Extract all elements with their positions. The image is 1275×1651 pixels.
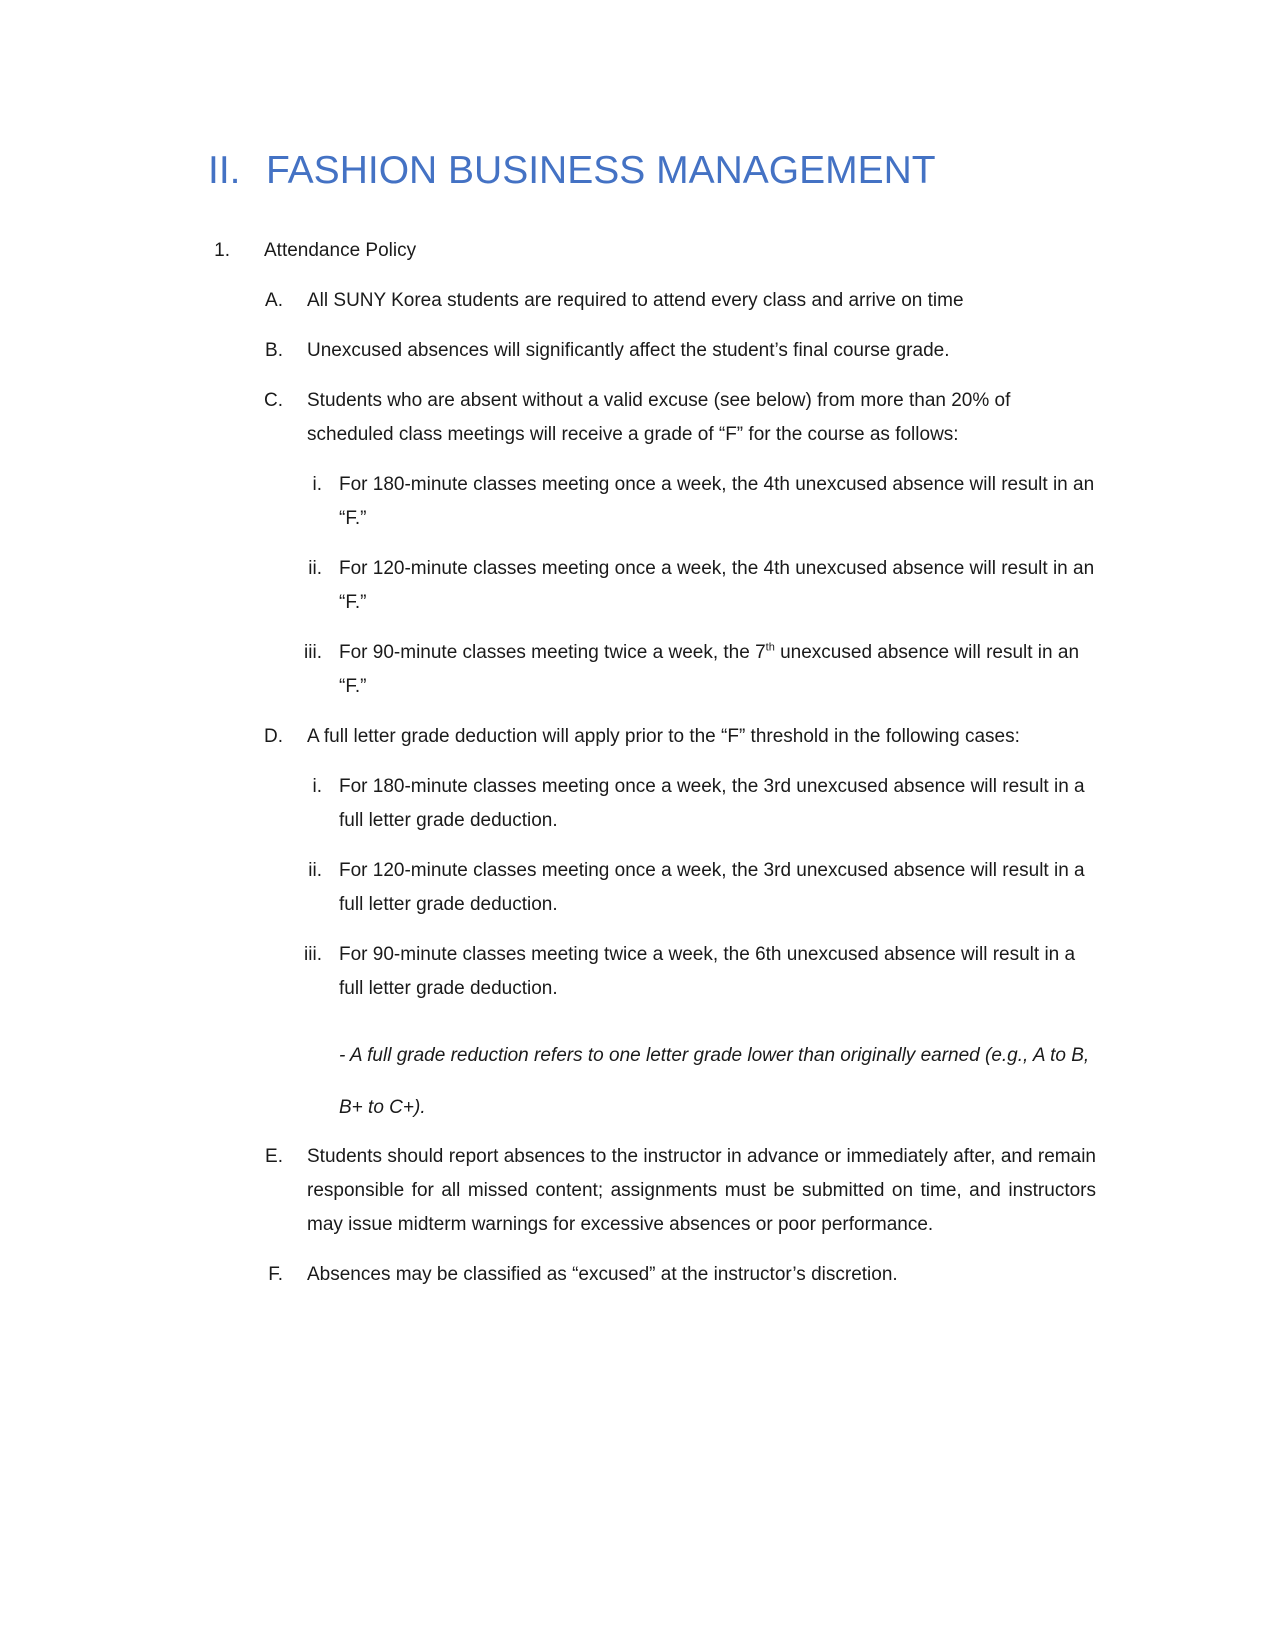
heading-title: FASHION BUSINESS MANAGEMENT	[266, 149, 936, 192]
sublist-item-text-before: For 90-minute classes meeting twice a week, the 7	[339, 642, 766, 663]
list-item-text: All SUNY Korea students are required to attend every class and arrive on time	[307, 290, 964, 311]
subsection-number: 1.	[214, 240, 230, 261]
ordinal-superscript: th	[765, 641, 775, 654]
list-item-text: Absences may be classified as “excused” at the instructor’s discretion.	[307, 1264, 898, 1285]
sublist-item-label: ii.	[308, 860, 322, 881]
sublist-item-text	[339, 636, 1096, 704]
list-item-label: F.	[268, 1264, 283, 1285]
sublist-item-label: iii.	[304, 642, 322, 663]
heading-number: II.	[208, 149, 241, 192]
list-item-label: E.	[265, 1146, 283, 1167]
sublist-item-label: iii.	[304, 944, 322, 965]
list-item-label: B.	[265, 340, 283, 361]
sublist-item-label: ii.	[308, 558, 322, 579]
sublist-item-text: For 120-minute classes meeting once a week, the 4th unexcused absence will result in an “F.”	[339, 558, 1095, 613]
section-heading	[208, 147, 936, 195]
list-item-text: A full letter grade deduction will apply prior to the “F” threshold in the following cases:	[307, 726, 1020, 747]
sublist-item-label: i.	[312, 474, 322, 495]
sublist-item-text: For 90-minute classes meeting twice a week, the 6th unexcused absence will result in a full letter grade deduction.	[339, 944, 1076, 999]
grade-reduction-note: - A full grade reduction refers to one letter grade lower than originally earned (e.g., A to B, B+ to C+).	[339, 1045, 1090, 1118]
list-item-label: C.	[264, 390, 283, 411]
sublist-item-text: For 180-minute classes meeting once a week, the 3rd unexcused absence will result in a full letter grade deduction.	[339, 776, 1085, 831]
list-item-label: A.	[265, 290, 283, 311]
subsection-title: Attendance Policy	[264, 240, 417, 261]
list-item-label: D.	[264, 726, 283, 747]
list-item-text: Students should report absences to the instructor in advance or immediately after, and remain responsible for all missed content; assignments must be submitted on time, and instructors may issue midterm warnings for excessive absences or poor performance.	[307, 1146, 1096, 1235]
list-item-text: Unexcused absences will significantly affect the student’s final course grade.	[307, 340, 950, 361]
sublist-item-label: i.	[312, 776, 322, 797]
list-item-text: Students who are absent without a valid excuse (see below) from more than 20% of scheduled class meetings will receive a grade of “F” for the course as follows:	[307, 390, 1011, 445]
sublist-item-text: For 120-minute classes meeting once a week, the 3rd unexcused absence will result in a full letter grade deduction.	[339, 860, 1085, 915]
sublist-item-text: For 180-minute classes meeting once a week, the 4th unexcused absence will result in an “F.”	[339, 474, 1095, 529]
sublist-item-text-after: unexcused absence will result in an “F.”	[339, 642, 1080, 697]
